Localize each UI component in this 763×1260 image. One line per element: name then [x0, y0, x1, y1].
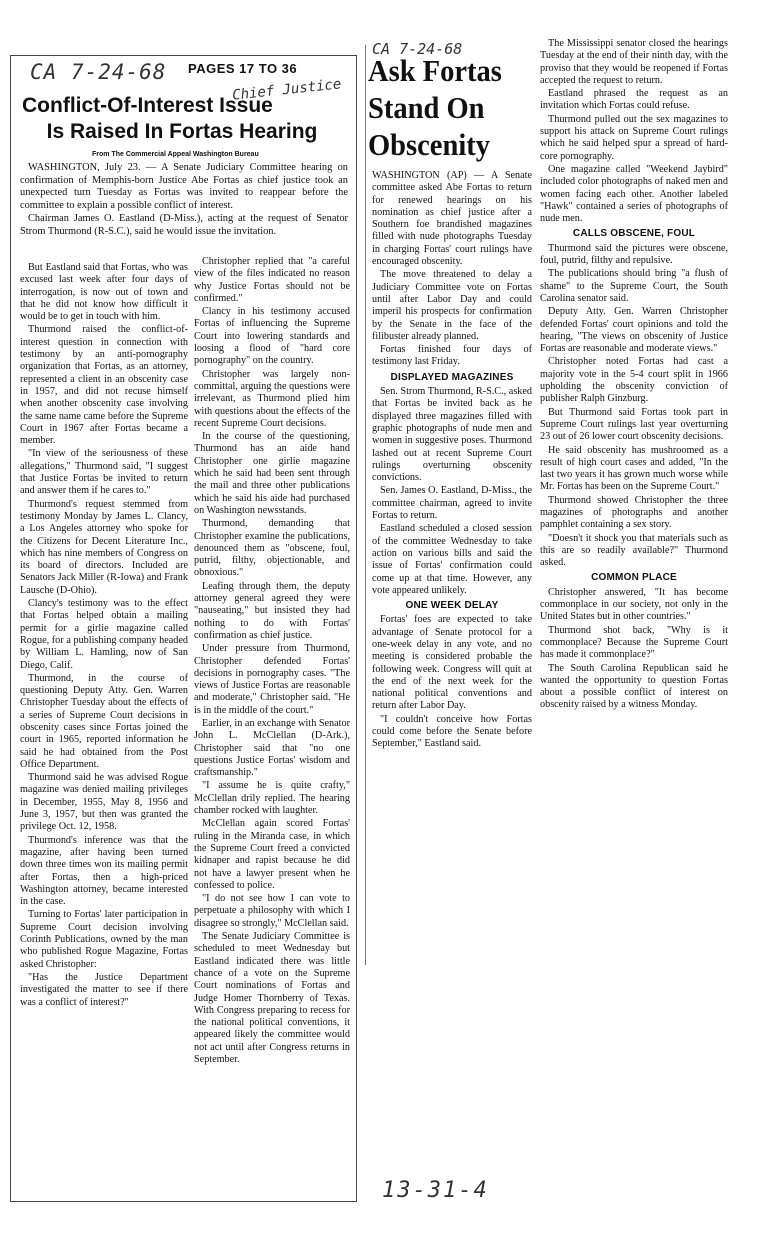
- paragraph: Sen. James O. Eastland, D-Miss., the committee chairman, agreed to invite Fortas to return.: [372, 485, 532, 522]
- paragraph: Under pressure from Thurmond, Christopher defended Fortas' decisions in pornography cases. "The views of Justice Fortas are reasonable and moderate," Christopher said. "He is in the middle of the court.": [194, 643, 350, 716]
- paragraph: But Eastland said that Fortas, who was excused last week after four days of interrogation, is now out of town and that he did not know how difficult it would be to get in touch with him.: [20, 262, 188, 323]
- lead-paragraph: Chairman James O. Eastland (D-Miss.), acting at the request of Senator Strom Thurmond (R-S.C.), said he would issue the invitation.: [20, 213, 348, 237]
- paragraph: Thurmond's request stemmed from testimony Monday by James L. Clancy, a Los Angeles attorney who spoke for the Citizens for Decent Literature Inc., which has nine members of Congress on its board of directors. Included are Senators Jack Miller (R-Iowa) and Frank Lausche (D-Ohio).: [20, 498, 188, 596]
- paragraph: Fortas finished four days of testimony last Friday.: [372, 344, 532, 368]
- right-headline-line: Stand On: [368, 90, 485, 125]
- right-column-d: [540, 38, 728, 713]
- paragraph: One magazine called "Weekend Jaybird" included color photographs of naked men and women facing each other. Another labeled "Hawk" contained a series of photographs of nude men.: [540, 163, 728, 225]
- lead-paragraphs: [20, 162, 348, 240]
- paragraph: The South Carolina Republican said he wanted the opportunity to question Fortas about a possible conflict of interest on obscenity raised by a witness Monday.: [540, 662, 728, 711]
- pages-label: PAGES 17 TO 36: [188, 61, 298, 76]
- subhead-one-week-delay: ONE WEEK DELAY: [405, 600, 499, 612]
- paragraph: Christopher replied that "a careful view of the files indicated no reason why Justice Fortas should not be confirmed.": [194, 256, 350, 304]
- paragraph: Thurmond, demanding that Christopher examine the publications, denounced them as "obscene, foul, putrid, filthy, objectionable, and obnoxious.": [194, 518, 350, 579]
- paragraph: Thurmond, in the course of questioning Deputy Atty. Gen. Warren Christopher Tuesday about the effects of a series of Supreme Court decisions in obscenity cases since Fortas joined the court in 1965, reported information he said he had obtained from the Post Office Department.: [20, 672, 188, 770]
- paragraph: Christopher noted Fortas had cast a majority vote in the 5-4 court split in 1966 upholding the obscenity conviction of publisher Ralph Ginzburg.: [540, 356, 728, 405]
- right-headline: [368, 52, 524, 163]
- subhead-calls-obscene: CALLS OBSCENE, FOUL: [572, 228, 696, 240]
- headline-line-1: Conflict-Of-Interest Issue: [22, 94, 273, 117]
- paragraph: Thurmond pulled out the sex magazines to support his attack on Supreme Court rulings which he said helped spur a spread of hard-core pornography.: [540, 113, 728, 162]
- paragraph: In the course of the questioning, Thurmond has an aide hand Christopher one girlie magazine which he said had been sent through the mail and three other publications which he said his aide had purchased on Washington newsstands.: [194, 431, 350, 516]
- headline-line-2: Is Raised In Fortas Hearing: [46, 120, 318, 143]
- byline: From The Commercial Appeal Washington Bureau: [92, 151, 259, 158]
- paragraph: Clancy's testimony was to the effect that Fortas helped obtain a mailing permit for a girlie magazine called Rogue, for a publishing company headed by William L. Hamling, now of San Diego, Calif.: [20, 598, 188, 671]
- left-column-b: [194, 256, 350, 1067]
- paragraph: Fortas' foes are expected to take advantage of Senate protocol for a one-week delay in any vote, and no meeting is considered probable the following week. Congress will quit at the end of the next week for the national political conventions and return after Labor Day.: [372, 614, 532, 712]
- paragraph: "In view of the seriousness of these allegations," Thurmond said, "I suggest that Justice Fortas be invited to return and answer them if he cares to.": [20, 448, 188, 497]
- paragraph: Leafing through them, the deputy attorney general agreed they were "nauseating," but insisted they had nothing to do with Fortas' confirmation as chief justice.: [194, 580, 350, 641]
- paragraph: Turning to Fortas' later participation in Supreme Court decision involving Corinth Publications, owned by the man who published Rogue Magazine, Fortas asked Christopher:: [20, 909, 188, 970]
- paragraph: "I couldn't conceive how Fortas could come before the Senate before September," Eastland said.: [372, 713, 532, 750]
- paragraph: Christopher was largely non-committal, arguing the questions were irrelevant, as Thurmond plied him with questions about the effects of the recent Supreme Court decisions.: [194, 368, 350, 429]
- paragraph: Thurmond said the pictures were obscene, foul, putrid, filthy and repulsive.: [540, 242, 728, 267]
- paragraph: The publications should bring "a flush of shame" to the Supreme Court, the South Carolina senator said.: [540, 268, 728, 304]
- handwritten-file-number: 13-31-4: [382, 1178, 489, 1203]
- subhead-displayed-magazines: DISPLAYED MAGAZINES: [390, 371, 514, 383]
- paragraph: Clancy in his testimony accused Fortas of influencing the Supreme Court into lowering standards and loosing a flood of "hard core pornography" on the country.: [194, 306, 350, 367]
- right-column-c: [372, 170, 532, 752]
- paragraph: Sen. Strom Thurmond, R-S.C., asked that Fortas be invited back as he displayed three magazines filled with graphic photographs of nude men and women in suggestive poses. Thurmond lashed out at recent Supreme Court rulings overturning obscenity convictions.: [372, 386, 532, 484]
- paragraph: "Has the Justice Department investigated the matter to see if there was a conflict of interest?": [20, 971, 188, 1008]
- paragraph: McClellan again scored Fortas' ruling in the Miranda case, in which the Supreme Court freed a convicted kidnaper and rapist because he did not have a lawyer present when he confessed to police.: [194, 818, 350, 891]
- paragraph: "I do not see how I can vote to perpetuate a philosophy with which I disagree so strongly," McClellan said.: [194, 893, 350, 929]
- paragraph: WASHINGTON (AP) — A Senate committee asked Abe Fortas to return for renewed hearings on his nomination as chief justice after a Southern foe brandished magazines filled with nude photographs Tuesday in charging Fortas' court rulings have encouraged obscenity.: [372, 170, 532, 268]
- paragraph: "I assume he is quite crafty," McClellan drily replied. The hearing chamber rocked with laughter.: [194, 780, 350, 817]
- handwritten-date-left: CA 7-24-68: [30, 60, 167, 84]
- paragraph: Thurmond said he was advised Rogue magazine was denied mailing privileges in December, 1955, May 8, 1956 and June 3, 1957, but then was granted the privilege Oct. 12, 1958.: [20, 772, 188, 833]
- paragraph: "Doesn't it shock you that materials such as this are so readily available?" Thurmond asked.: [540, 532, 728, 569]
- paragraph: Earlier, in an exchange with Senator John L. McClellan (D-Ark.), Christopher said that "no one questions Justice Fortas' wisdom and craftsmanship.": [194, 717, 350, 779]
- paragraph: But Thurmond said Fortas took part in Supreme Court rulings last year overturning 23 out of 26 lower court obscenity decisions.: [540, 406, 728, 443]
- paragraph: Deputy Atty. Gen. Warren Christopher defended Fortas' court opinions and told the hearing, "The views on obscenity of Justice Fortas are reasonable and moderate views.": [540, 306, 728, 355]
- lead-paragraph: WASHINGTON, July 23. — A Senate Judiciary Committee hearing on confirmation of Memphis-born Justice Abe Fortas as chief justice took an unexpected turn Tuesday as Fortas was invited to reappear before the committee to explain a possible conflict of interest.: [20, 162, 348, 211]
- paragraph: Eastland phrased the request as an invitation which Fortas could refuse.: [540, 88, 728, 112]
- right-headline-line: Ask Fortas: [368, 53, 502, 88]
- subhead-common-place: COMMON PLACE: [591, 572, 677, 584]
- right-headline-line: Obscenity: [368, 127, 491, 162]
- paragraph: Thurmond's inference was that the magazine, after having been turned down three times won its mailing permit after Fortas, then a high-priced Washington attorney, became interested in the case.: [20, 834, 188, 908]
- paragraph: Christopher answered, "It has become commonplace in our society, not only in the United States but in other countries.": [540, 586, 728, 623]
- left-column-a: [20, 262, 188, 1010]
- handwritten-note: Chief Justice: [231, 76, 343, 104]
- paragraph: Thurmond shot back, "Why is it commonplace? Because the Supreme Court has made it commonplace?": [540, 624, 728, 661]
- paragraph: Thurmond showed Christopher the three magazines of photographs and another pamphlet containing a sex story.: [540, 494, 728, 531]
- paragraph: The move threatened to delay a Judiciary Committee vote on Fortas until after Labor Day and could imperil his prospects for confirmation by the Senate in the face of the filibuster already planned.: [372, 269, 532, 342]
- paragraph: Thurmond raised the conflict-of-interest question in connection with testimony by an anti-pornography organization that Fortas, as an attorney, represented a client in an obscenity case in 1957, and did not recuse himself when another obscenity case involving the same name came before the Supreme Court in 1967 after Fortas became a member.: [20, 324, 188, 447]
- paragraph: He said obscenity has mushroomed as a result of high court cases and added, "In the last two years it has grown much worse while Mr. Fortas has been on the Supreme Court.": [540, 444, 728, 493]
- paragraph: The Senate Judiciary Committee is scheduled to meet Wednesday but Eastland indicated there was little chance of a vote on the Supreme Court nominations of Fortas and Judge Homer Thornberry of Texas. With Congress preparing to recess for the national political conventions, it appeared likely the committee would not act until after Congress returns in September.: [194, 931, 350, 1065]
- paragraph: The Mississippi senator closed the hearings Tuesday at the end of their ninth day, with the proviso that they would be reopened if Fortas accepted the request to return.: [540, 38, 728, 86]
- handwritten-date-right: CA 7-24-68: [372, 40, 463, 58]
- paragraph: Eastland scheduled a closed session of the committee Wednesday to take action on various bills and said the issue of Fortas' confirmation could come up at that time. However, any vote appeared unlikely.: [372, 523, 532, 596]
